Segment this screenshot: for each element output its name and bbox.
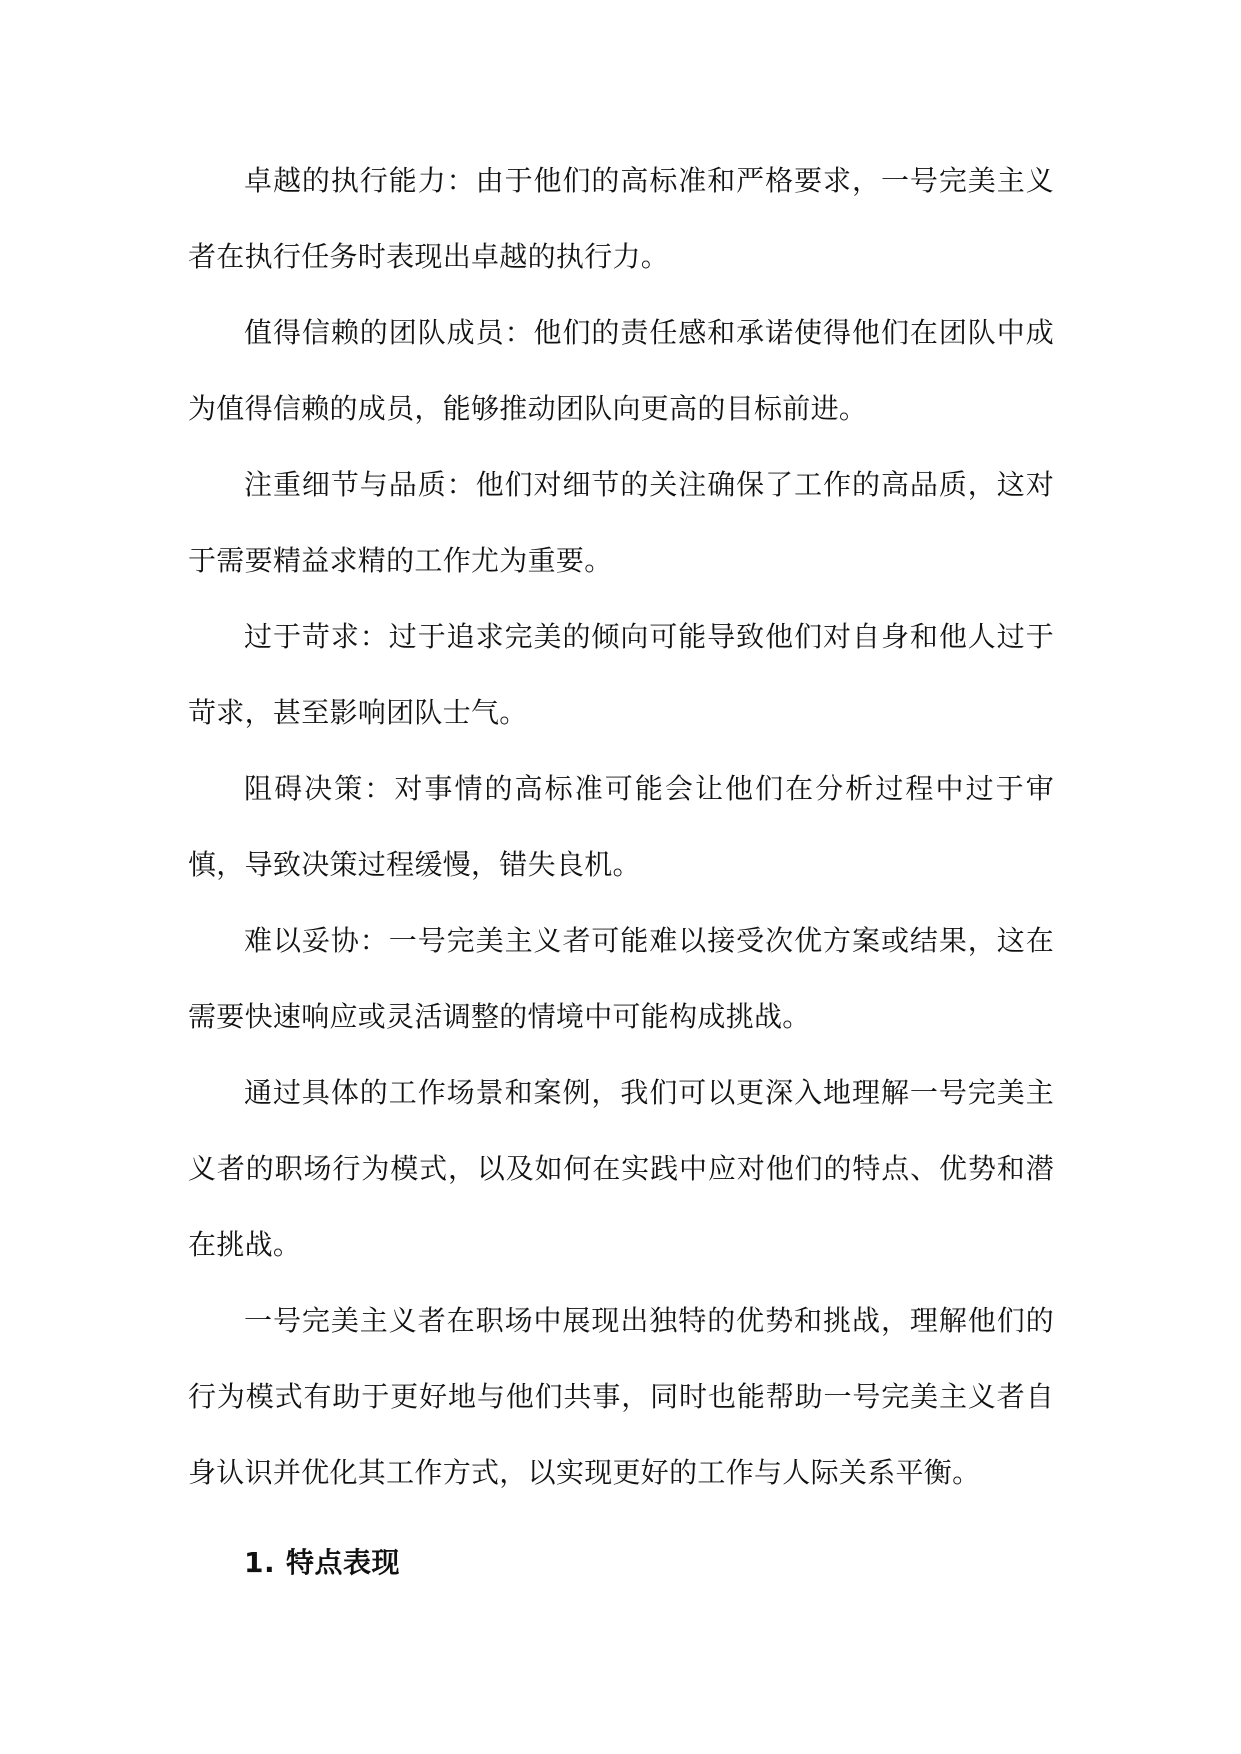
section-title: 特点表现 [286, 1546, 401, 1579]
section-heading [244, 1543, 400, 1583]
section-number: 1. [244, 1546, 276, 1579]
paragraph-execution-ability: 卓越的执行能力：由于他们的高标准和严格要求，一号完美主义者在执行任务时表现出卓越的执行力。 [188, 164, 1054, 273]
paragraph-work-scenarios: 通过具体的工作场景和案例，我们可以更深入地理解一号完美主义者的职场行为模式，以及如何在实践中应对他们的特点、优势和潜在挑战。 [188, 1076, 1054, 1261]
paragraph-trustworthy-member: 值得信赖的团队成员：他们的责任感和承诺使得他们在团队中成为值得信赖的成员，能够推动团队向更高的目标前进。 [188, 316, 1054, 425]
document-body [188, 143, 1054, 1511]
paragraph-hard-to-compromise: 难以妥协：一号完美主义者可能难以接受次优方案或结果，这在需要快速响应或灵活调整的情境中可能构成挑战。 [188, 924, 1054, 1033]
paragraph-overly-demanding: 过于苛求：过于追求完美的倾向可能导致他们对自身和他人过于苛求，甚至影响团队士气。 [188, 620, 1054, 729]
paragraph-hinder-decisions: 阻碍决策：对事情的高标准可能会让他们在分析过程中过于审慎，导致决策过程缓慢，错失良机。 [188, 772, 1054, 881]
paragraph-summary: 一号完美主义者在职场中展现出独特的优势和挑战，理解他们的行为模式有助于更好地与他们共事，同时也能帮助一号完美主义者自身认识并优化其工作方式，以实现更好的工作与人际关系平衡。 [188, 1304, 1054, 1489]
paragraph-detail-quality: 注重细节与品质：他们对细节的关注确保了工作的高品质，这对于需要精益求精的工作尤为重要。 [188, 468, 1054, 577]
